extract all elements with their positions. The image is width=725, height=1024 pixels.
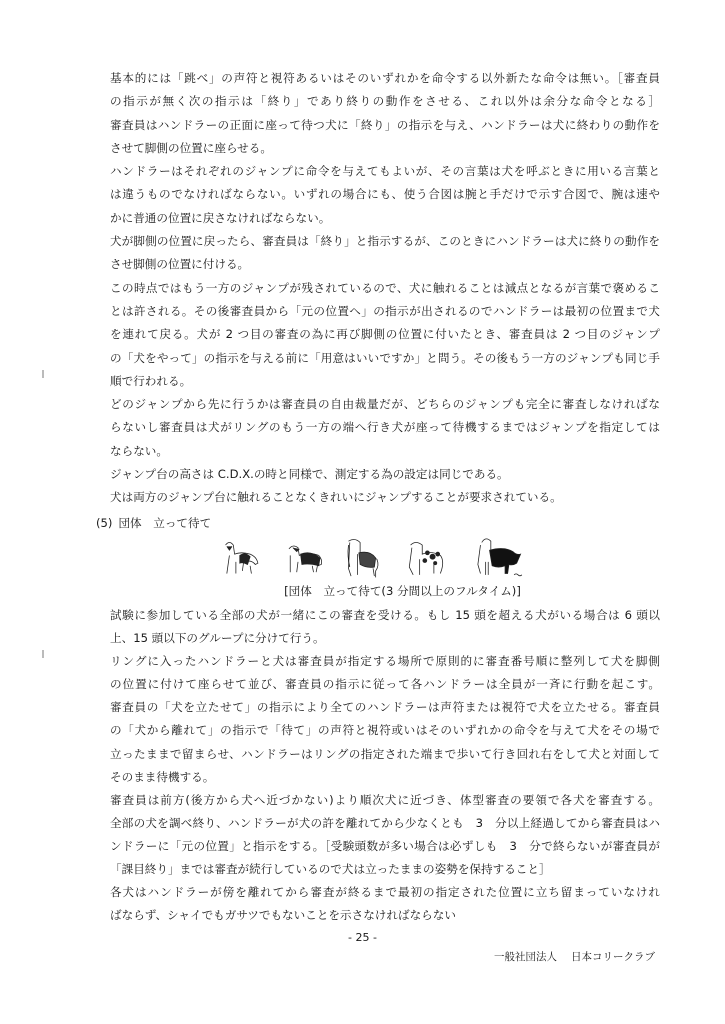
body-text-stand-stay-section [110,604,660,927]
dog-illustration-3 [348,540,378,578]
text-line: の指示が無く次の指示は「終り」であり終りの動作をさせる、これ以外は余分な命令となる］ [110,94,660,109]
collie-illustrations [130,536,620,580]
figure-caption-text: [団体 立って待て(3 分間以上のフルタイム)] [284,584,521,598]
dog-illustration-1 [226,542,258,573]
dog-illustration-2 [289,546,322,572]
text-line: 上、15 頭以下のグループに分けて行う。 [110,631,325,646]
scan-mark [42,650,44,658]
text-line: させて脚側の位置に座らせる。 [110,140,272,155]
text-line: この時点ではもう一方のジャンプが残されているので、犬に触れることは減点となるが言葉で褒めるこ [110,280,660,295]
text-line: そのまま待機する。 [110,769,215,784]
text-line: どのジャンプから先に行うかは審査員の自由裁量だが、どちらのジャンプも完全に審査しなければな [110,397,660,412]
text-line: リングに入ったハンドラーと犬は審査員が指定する場所で原則的に審査番号順に整列して犬を脚側 [110,654,660,669]
dog-illustration-5 [478,539,522,576]
text-line: の位置に付けて座らせて並び、審査員の指示に従って各ハンドラーは全員が一斉に行動を起こす。 [110,677,660,692]
artist-signature-icon [514,574,522,576]
text-line: 「課目終り」までは審査が続行しているので犬は立ったままの姿勢を保持すること］ [110,862,551,877]
text-line: 審査員は前方(後方から犬へ近づかない)より順次犬に近づき、体型審査の要領で各犬を審査する。 [110,792,660,807]
org-name: 日本コリークラブ [571,951,655,963]
section-title: 団体 立って待て [118,516,212,530]
text-line: ジャンプ台の高さは C.D.X.の時と同様で、測定する為の設定は同じである。 [110,467,509,482]
text-line: かに普通の位置に戻さなければならない。 [110,210,331,225]
figure-caption [0,581,725,601]
section-heading [96,512,217,534]
page-number: - 25 - [348,931,377,944]
scan-mark [42,370,44,378]
text-line: とは許される。その後審査員から「元の位置へ」の指示が出されるのでハンドラーは最初の位置まで犬 [110,303,660,318]
text-line: させ脚側の位置に付ける。 [110,257,250,272]
body-text-jump-section [110,67,660,510]
text-line: 全部の犬を調べ終り、ハンドラーが犬の許を離れてから少なくとも 3 分以上経過してから審査員はハ [110,815,660,830]
text-line: の「犬をやって」の指示を与える前に「用意はいいですか」と問う。その後もう一方のジャンプも同じ手 [110,350,660,365]
text-line: 試験に参加している全部の犬が一緒にこの審査を受ける。もし 15 頭を超える犬がいる場合は 6 頭以 [110,608,660,622]
text-line: 犬が脚側の位置に戻ったら、審査員は「終り」と指示するが、このときにハンドラーは犬に終りの動作を [110,234,660,249]
text-line: 各犬はハンドラーが傍を離れてから審査が終るまで最初の指定された位置に立ち留まっていなけれ [110,885,660,900]
text-line: 審査員はハンドラーの正面に座って待つ犬に「終り」の指示を与え、ハンドラーは犬に終わりの動作を [110,117,660,132]
text-line: は違うものでなければならない。いずれの場合にも、使う合図は腕と手だけで示す合図で、腕は速や [110,187,660,202]
text-line: ばならず、シャイでもガサツでもないことを示さなければならない [110,908,456,923]
text-line: 立ったままで留まらせ、ハンドラーはリングの指定された端まで歩いて行き回れ右をして犬と対面して [110,746,660,761]
text-line: 順で行われる。 [110,373,192,388]
text-line: を連れて戻る。犬が 2 つ目の審査の為に再び脚側の位置に付いたとき、審査員は 2 つ目のジャンプ [110,327,660,342]
text-line: ハンドラーはそれぞれのジャンプに命令を与えてもよいが、その言葉は犬を呼ぶときに用いる言葉と [110,164,660,179]
org-type: 一般社団法人 [494,951,557,963]
text-line: 犬は両方のジャンプ台に触れることなくきれいにジャンプすることが要求されている。 [110,490,562,505]
section-number: (5) [96,516,113,530]
dog-illustration-4 [409,542,442,574]
text-line: ンドラーに「元の位置」と指示をする。［受験頭数が多い場合は必ずしも 3 分で終らないが審査員が [110,838,660,853]
text-line: 基本的には「跳べ」の声符と視符あるいはそのいずれかを命令する以外新たな命令は無い。［審査員 [110,71,660,85]
text-line: 審査員の「犬を立たせて」の指示により全てのハンドラーは声符または視符で犬を立たせる。審査員 [110,700,660,715]
text-line: らないし審査員は犬がリングのもう一方の端へ行き犬が座って待機するまではジャンプを指定しては [110,420,660,435]
text-line: ならない。 [110,443,168,458]
text-line: の「犬から離れて」の指示で「待て」の声符と視符或いはそのいずれかの命令を与えて犬をその場で [110,723,660,738]
footer-organization [494,950,655,964]
